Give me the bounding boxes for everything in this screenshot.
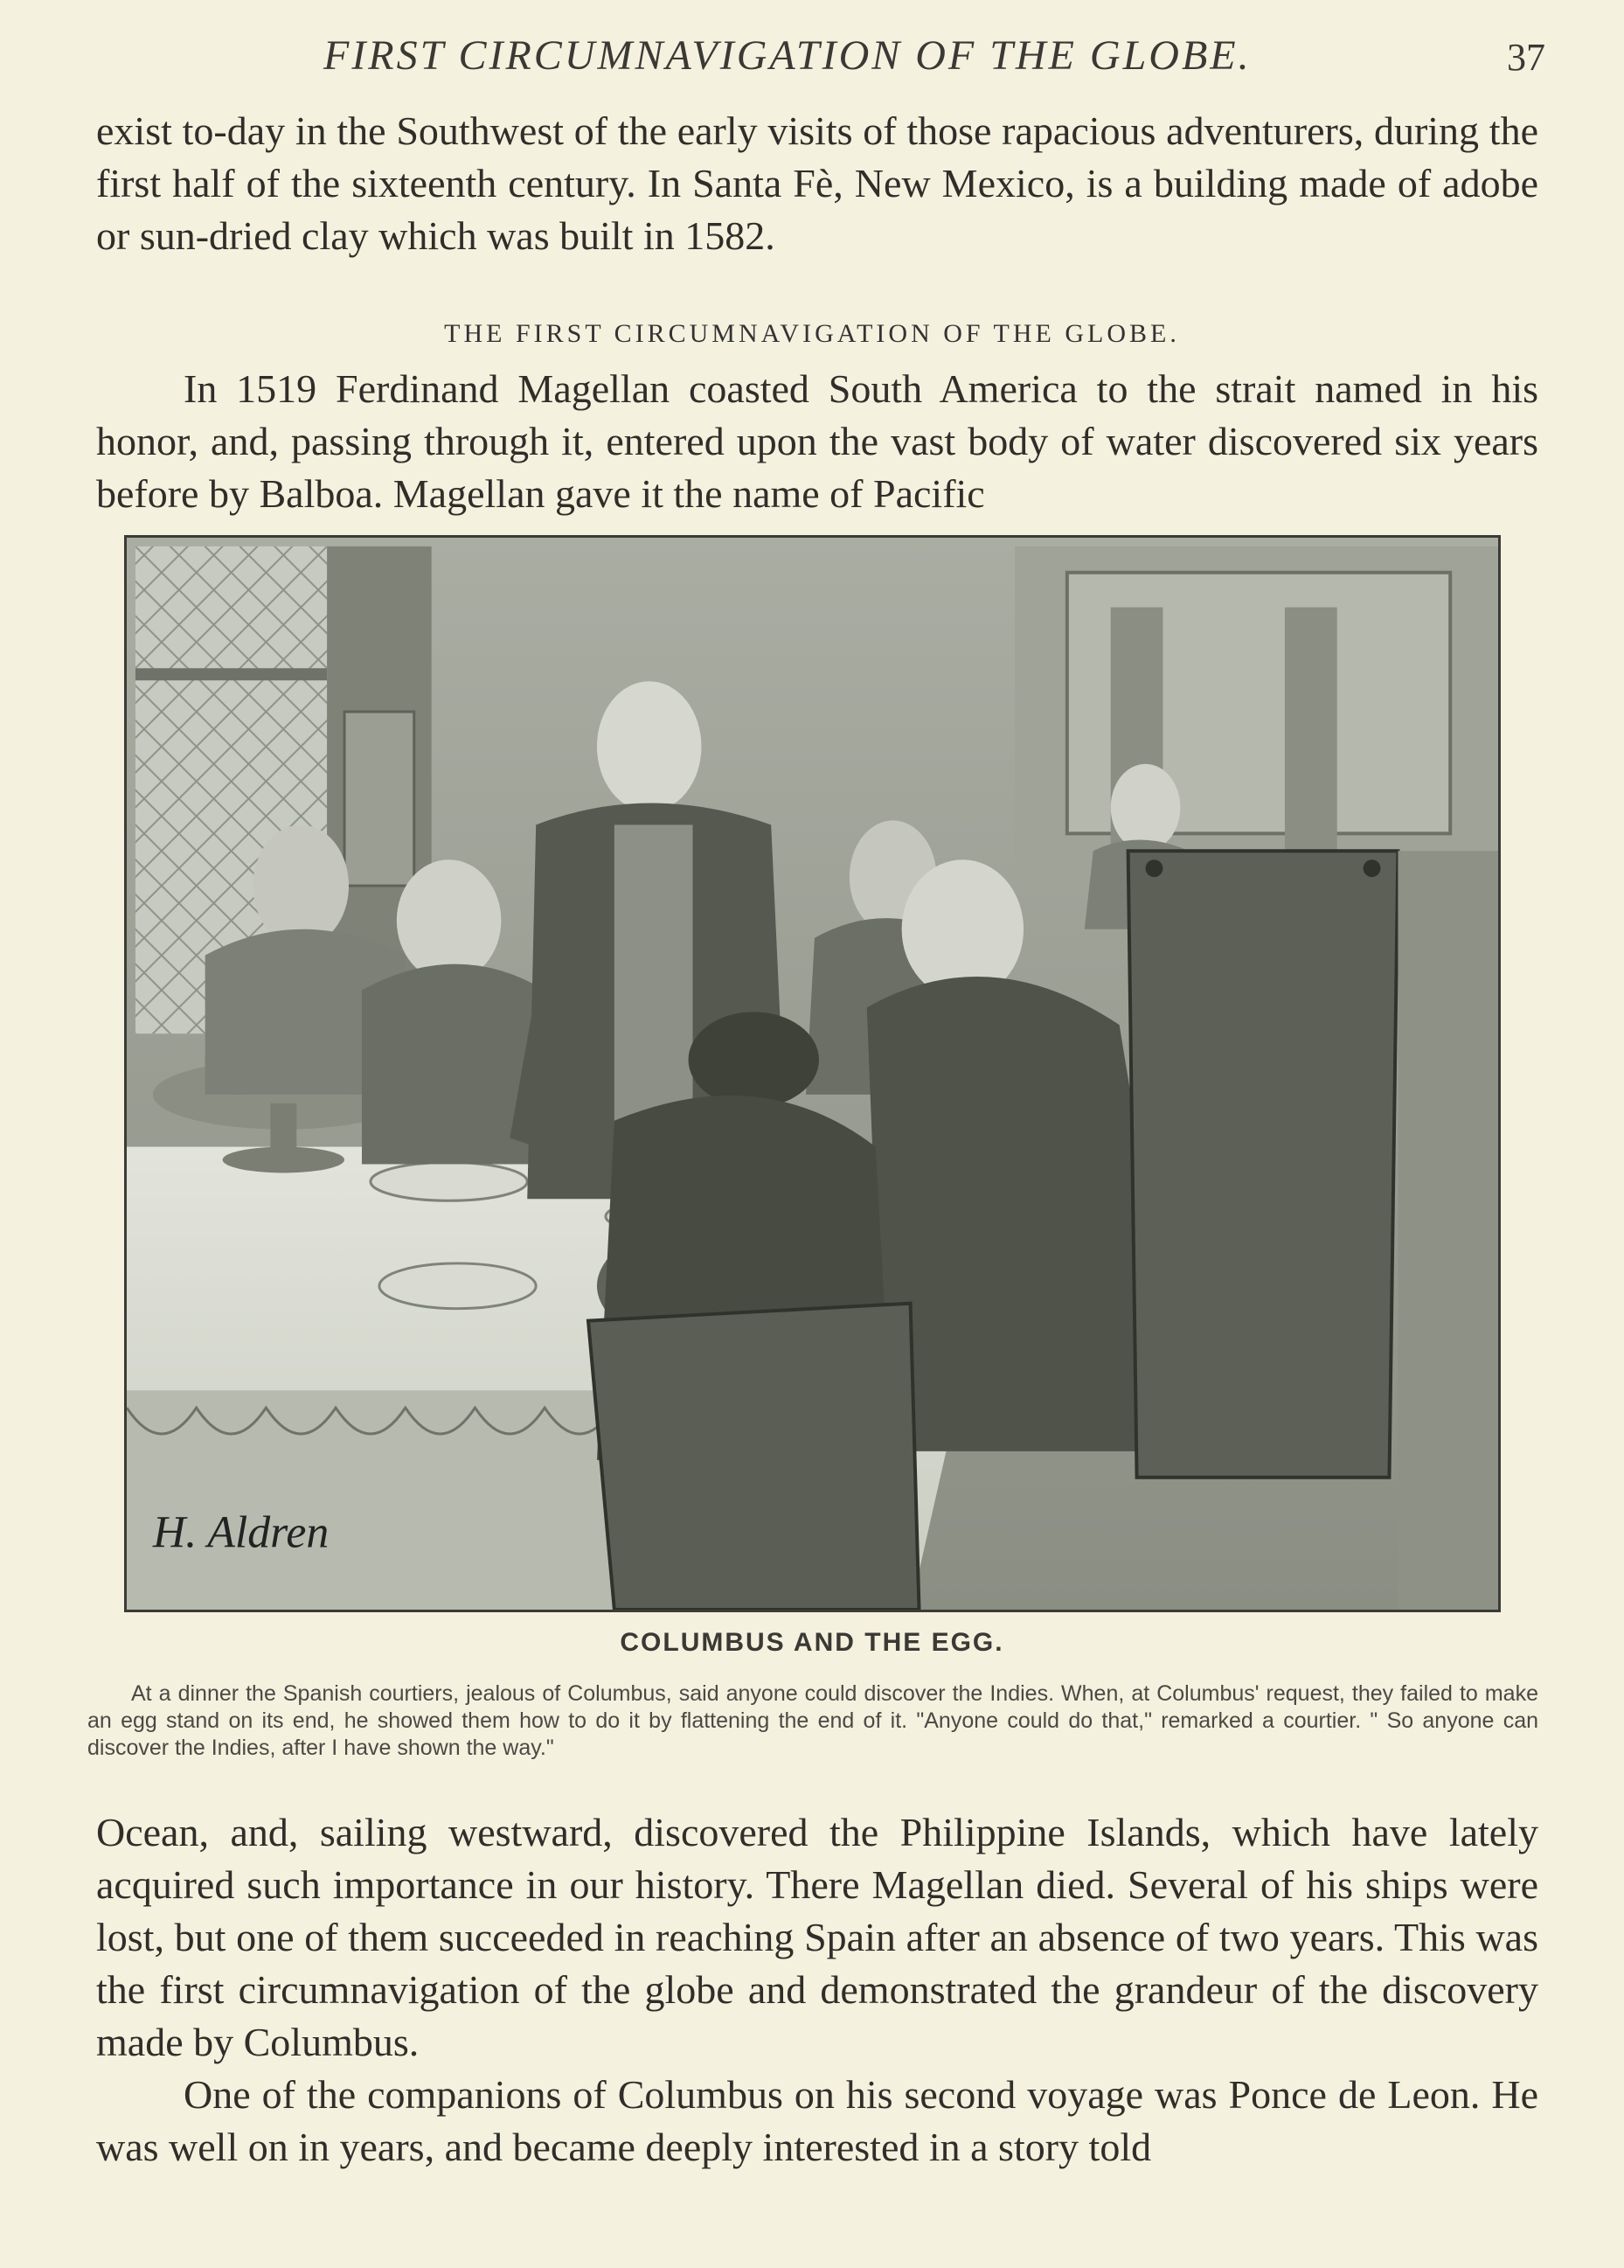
page-number: 37	[1507, 36, 1545, 79]
running-head	[0, 26, 1624, 87]
paragraph-4: One of the companions of Columbus on his second voyage was Ponce de Leon. He was well on in years, and became deeply interested in a story told	[96, 2072, 1538, 2169]
section-heading: THE FIRST CIRCUMNAVIGATION OF THE GLOBE.	[444, 319, 1180, 348]
illustration-columbus-and-the-egg	[124, 535, 1501, 1612]
paragraph-1: exist to-day in the Southwest of the early visits of those rapacious adventurers, during the first half of the sixteenth century. In Santa Fè, New Mexico, is a building made of adobe or sun-dried clay which was built in 1582.	[96, 108, 1538, 258]
figure-note: At a dinner the Spanish courtiers, jealous of Columbus, said anyone could discover the Indies. When, at Columbus' request, they failed to make an egg stand on its end, he showed them how to do it by flattening the end of it. "Anyone could do that," remarked a courtier. " So anyone can discover the Indies, after I have shown the way."	[87, 1681, 1538, 1760]
running-title: FIRST CIRCUMNAVIGATION OF THE GLOBE.	[323, 32, 1252, 79]
paragraph-3: Ocean, and, sailing westward, discovered the Philippine Islands, which have lately acquired such importance in our history. There Magellan died. Several of his ships were lost, but one of them succeeded in reaching Spain after an absence of two years. This was the first circumnavigation of the globe and demonstrated the grandeur of the discovery made by Columbus.	[96, 1810, 1538, 2064]
artist-signature: H. Aldren	[152, 1507, 330, 1558]
engraving-image	[127, 538, 1498, 1610]
figure-caption: COLUMBUS AND THE EGG.	[620, 1628, 1004, 1657]
paragraph-2: In 1519 Ferdinand Magellan coasted South America to the strait named in his honor, and, passing through it, entered upon the vast body of water discovered six years before by Balboa. Magellan gave it the name of Pacific	[96, 366, 1538, 516]
